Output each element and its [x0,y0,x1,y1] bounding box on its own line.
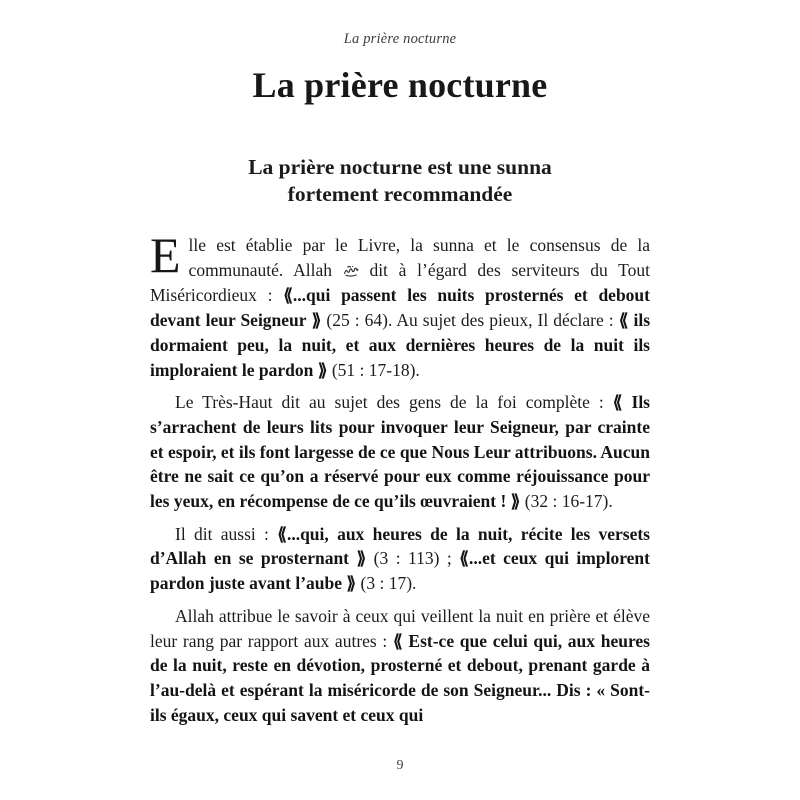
quran-quote: ⟪...qui, aux heures de la nuit, récite les versets d’Allah en se prosternant ⟫ [150,523,650,569]
quran-quote: ⟪...qui passent les nuits prosternés et debout devant leur Seigneur ⟫ [150,285,650,331]
quran-quote: ⟪ Ils s’arrachent de leurs lits pour invoquer leur Seigneur, par crainte et espoir, et ils font largesse de ce que Nous Leur attribuons. Aucun être ne sait ce qu’on a réservé pour eux comme réjouissance pour les yeux, en récompense de ce qu’ils œuvraient ! ⟫ [150,392,650,512]
paragraph [150,604,650,728]
paragraph [150,390,650,514]
allah-honorific-icon [343,259,359,284]
running-header: La prière nocturne [343,31,457,47]
subtitle-line-1: La prière nocturne est une sunna [248,155,552,179]
dropcap: E [150,227,181,283]
text-run: (3 : 17). [356,573,417,594]
text-run: lle est établie par le Livre, la sunna et le consensus de la communauté. Allah [188,235,650,280]
text-run: Le Très-Haut dit au sujet des gens de la foi complète : [175,392,613,413]
text-run: dit à l’égard des serviteurs du Tout Miséricordieux : [150,259,651,306]
page-number: 9 [396,758,404,773]
body-paragraphs [150,227,651,727]
text-run: (51 : 17-18). [327,359,420,380]
text-run: Il dit aussi : [175,523,278,544]
page-title: La prière nocturne [252,65,548,105]
paragraph [150,522,650,596]
text-run: (32 : 16-17). [520,491,613,512]
subtitle-line-2: fortement recommandée [287,182,513,206]
quran-quote: ⟪ ils dormaient peu, la nuit, et aux dernières heures de la nuit ils imploraient le pardon ⟫ [150,310,651,380]
quran-quote: ⟪ Est-ce que celui qui, aux heures de la nuit, reste en dévotion, prosterné et debout, prenant garde à l’au-delà et espérant la miséricorde de son Seigneur... Dis : « Sont-ils égaux, ceux qui savent et ceux qui [150,630,650,725]
quran-quote: ⟪...et ceux qui implorent pardon juste avant l’aube ⟫ [150,548,650,594]
section-subtitle [0,154,800,208]
text-run: Allah attribue le savoir à ceux qui veillent la nuit en prière et élève leur rang par rapport aux autres : [150,605,650,651]
paragraph [150,227,651,382]
text-run: (25 : 64). Au sujet des pieux, Il déclare : [321,310,619,331]
text-run: (3 : 113) ; [366,548,460,569]
